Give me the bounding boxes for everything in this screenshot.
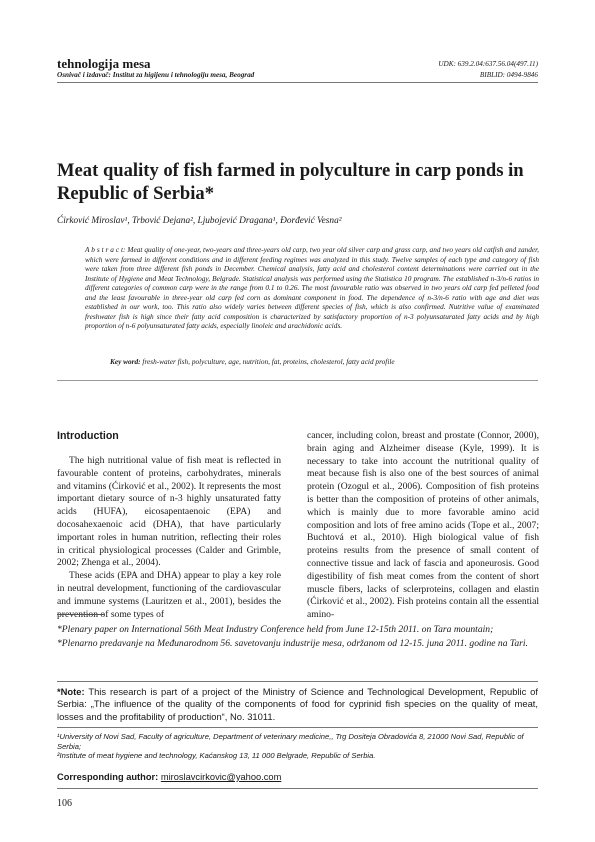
right-column	[307, 430, 539, 622]
corresponding-label: Corresponding author:	[57, 772, 159, 782]
keywords-text: fresh-water fish, polyculture, age, nutrition, fat, proteins, cholesterol, fatty acid profile	[140, 357, 395, 366]
section-heading-introduction: Introduction	[57, 430, 119, 442]
plenary-note-en: *Plenary paper on International 56th Meat Industry Conference held from June 12-15th 2011. on Tara mountain;	[57, 624, 494, 635]
note-divider	[57, 681, 538, 682]
biblid-code: BIBLID: 0494-9846	[479, 71, 538, 79]
author-list: Ćirković Miroslav¹, Trbović Dejana², Ljubojević Dragana¹, Đorđević Vesna²	[57, 216, 342, 226]
footer-divider	[57, 788, 538, 789]
paragraph: cancer, including colon, breast and prostate (Connor, 2000), brain aging and Alzheimer disease (Kyle, 1999). It is necessary to take into account the nutritional quality of meat because fish is also one of the best sources of animal protein (Ozogul et al., 2006). Composition of fish proteins is better than the composition of proteins of other animals, which is mainly due to more favorable amino acid composition and lots of free amino acids (Tope et al., 2007; Buchtová et al., 2010). High biological value of fish proteins results from the presence of small content of connective tissue and lack of fascia and aponeurosis. Good digestibility of fish meat comes from the content of short muscle fibers, lacks of sclerproteins, collagen and elastin (Ćirković et al., 2002). Fish proteins contain all the essential amino-	[307, 430, 539, 621]
udk-code: UDK: 639.2.04:637.56.04(497.11)	[438, 60, 538, 68]
left-column	[57, 455, 281, 621]
affiliation-2: ²Institute of meat hygiene and technology, Kaćanskog 13, 11 000 Belgrade, Republic of Serbia.	[57, 751, 376, 761]
abstract-text: A b s t r a c t: Meat quality of one-year, two-years and three-years old carp, two year old silver carp and grass carp, and two years old catfish and zander, which were farmed in different conditions and in different feeding regimes was analyzed in this study. Twelve samples of each type and category of fish were taken from three different fish ponds in December. Chemical analysis, fatty acid and cholesterol content determinations were carried out in the Institute of Hygiene and Meat Technology, Belgrade. Statistical analysis was performed using the Statistica 10 program. The established n-3/n-6 ratios in different categories of common carp were in the range from 0.1 to 0.26. The most favourable ratio was observed in two years old carp fed pelleted food and the least favourable in three-year old carp fed corn as dominant component in food. The dependence of n-3/n-6 ratio with age and diet was established in our work, too. This ratio also widely varies between different species of fish, which is also confirmed. Nutritive value of examinated freshwater fish is high since their fatty acid composition is characterized by satisfactory proportion of n-3 polyunsaturated fatty acids and by high proportion of n-6 polyunsaturated fatty acids, especially linoleic and arachidonic acids.	[85, 245, 539, 330]
note-text: This research is part of a project of the Ministry of Science and Technological Development, Republic of Serbia: „The influence of the quality of the components of food for cyprinid fish species on the quality of meat, losses and the profitability of production“, No. 31011.	[57, 686, 538, 722]
affiliations	[57, 732, 538, 761]
keywords-line	[110, 357, 540, 366]
note-label: *Note:	[57, 686, 85, 697]
journal-name: tehnologija mesa	[57, 56, 151, 71]
plenary-notes	[57, 624, 538, 651]
email-link[interactable]: miroslavcirkovic@yahoo.com	[160, 772, 282, 782]
paragraph: These acids (EPA and DHA) appear to play a key role in neutral development, functioning of the cardiovascular and immune systems (Lauritzen et al., 2001), besides the prevention of some types of	[57, 570, 281, 620]
paper-title: Meat quality of fish farmed in polyculture in carp ponds in Republic of Serbia*	[57, 160, 524, 204]
footnote-divider	[57, 614, 105, 615]
paragraph: The high nutritional value of fish meat is reflected in favourable content of proteins, carbohydrates, minerals and vitamins (Ćirković et al., 2002). It represents the most important dietary source of n-3 highly unsaturated fatty acids (HUFA), eicosapentaenoic (EPA) and docosahexaenoic acid (DHA), that have particularly important roles in human nutrition, reflecting their roles in critical physiological processes (Calder and Grimble, 2002; Zhenga et al., 2004).	[57, 455, 281, 569]
publisher-line: Osnivač i izdavač: Institut za higijenu i tehnologiju mesa, Beograd	[57, 71, 255, 79]
plenary-note-sr: *Plenarno predavanje na Međunarodnom 56. savetovanju industrije mesa, održanom od 12-15. juna 2011. godine na Tari.	[57, 637, 528, 649]
keywords-label: Key word:	[110, 357, 141, 366]
affiliation-divider	[57, 727, 538, 728]
abstract-divider	[57, 380, 538, 381]
page-number: 106	[57, 798, 72, 809]
affiliation-1: ¹University of Novi Sad, Faculty of agriculture, Department of veterinary medicine,, Trg Dositeja Obradovića 8, 21000 Novi Sad, Republic of Serbia;	[57, 732, 524, 751]
project-note	[57, 686, 538, 723]
corresponding-author	[57, 772, 281, 782]
header-divider	[57, 82, 538, 83]
